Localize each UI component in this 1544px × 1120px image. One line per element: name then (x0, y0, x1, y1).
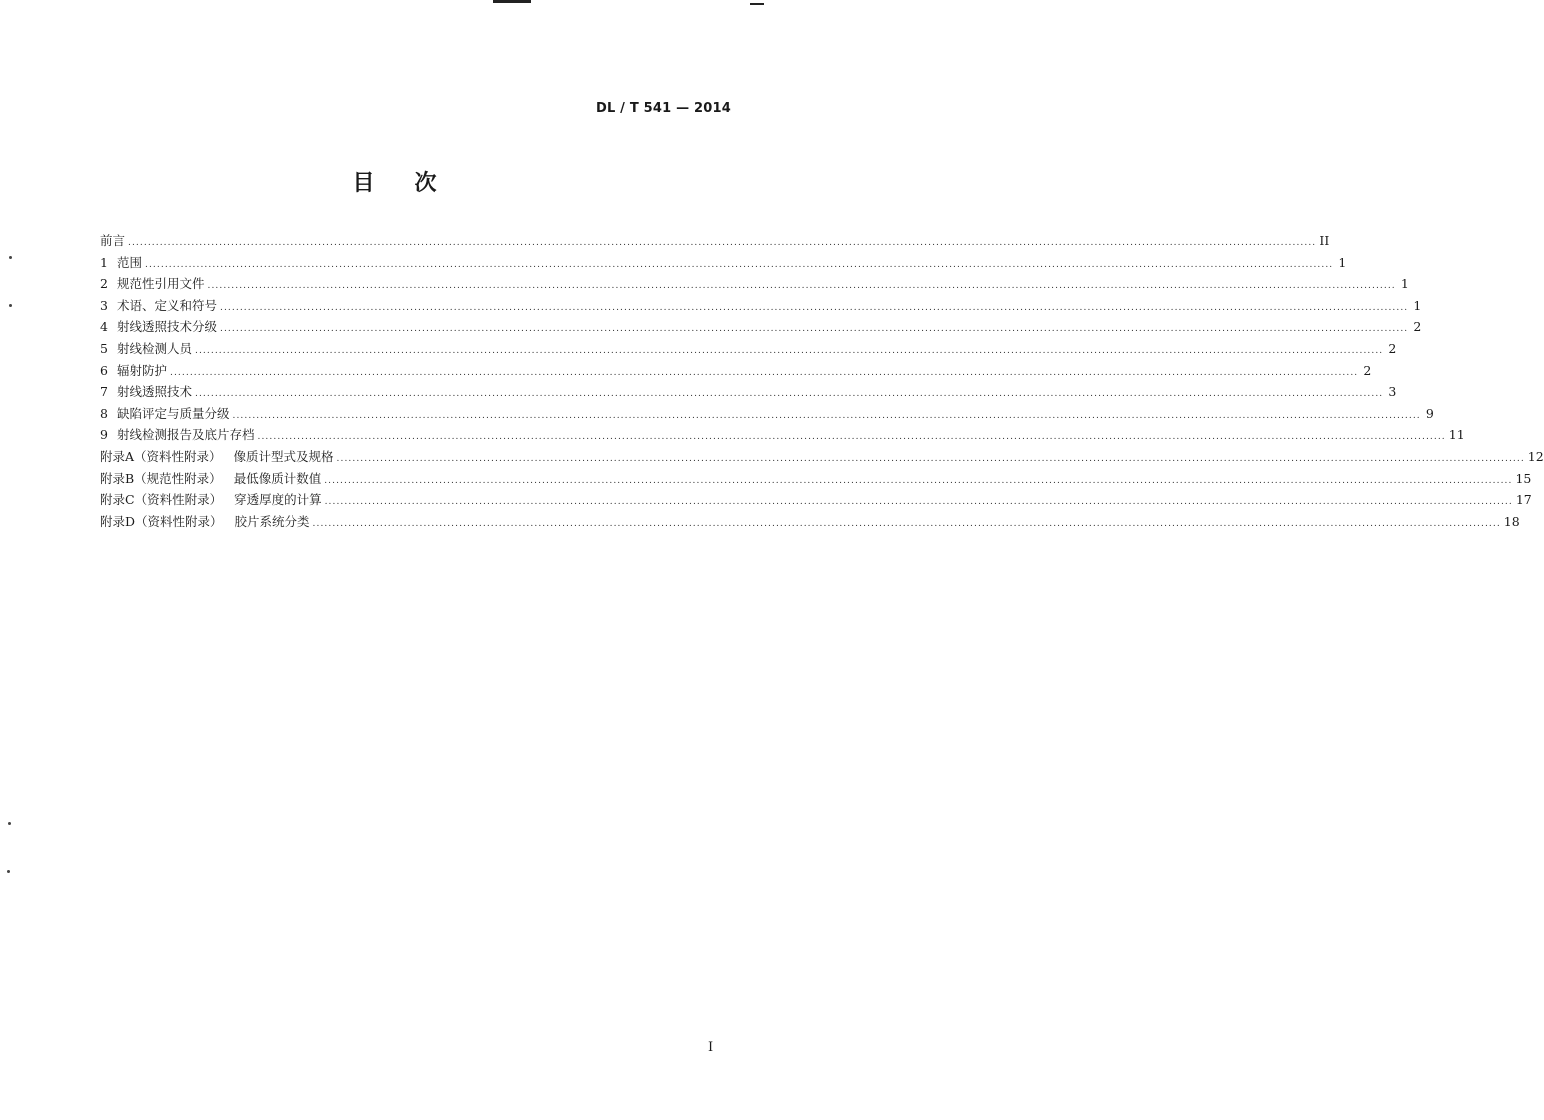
toc-entry[interactable] (100, 446, 1544, 468)
toc-entry-title: 附录C（资料性附录） (100, 492, 223, 508)
toc-entry-title: 术语、定义和符号 (117, 297, 218, 313)
toc-entry[interactable] (100, 403, 1434, 425)
toc-entry-title: 范围 (117, 254, 143, 270)
toc-entry-number: 3 (100, 297, 108, 313)
toc-dot-leader: ............................................................................................................................................................................................................................................................................................................ (324, 475, 1513, 486)
toc-entry-number: 6 (100, 362, 108, 378)
toc-entry-subtitle: 穿透厚度的计算 (234, 492, 322, 508)
toc-entry-page: II (1319, 233, 1330, 248)
toc-entry-title: 规范性引用文件 (117, 276, 205, 292)
toc-entry-title: 射线检测报告及底片存档 (117, 427, 255, 443)
toc-dot-leader: ............................................................................................................................................................................................................................................................................................................ (232, 410, 1421, 421)
table-of-contents (100, 230, 1544, 532)
toc-entry-number: 5 (100, 340, 108, 356)
toc-entry-page: 3 (1388, 384, 1397, 400)
toc-entry-title: 射线检测人员 (117, 340, 193, 356)
document-code: DL / T 541 — 2014 (595, 101, 731, 116)
toc-dot-leader: ............................................................................................................................................................................................................................................................................................................ (170, 367, 1359, 378)
toc-dot-leader: ............................................................................................................................................................................................................................................................................................................ (336, 453, 1525, 464)
toc-entry[interactable] (100, 230, 1330, 252)
toc-entry-number: 4 (100, 319, 108, 335)
title-char-2: 次 (414, 171, 437, 196)
toc-entry[interactable] (100, 338, 1397, 360)
toc-entry-subtitle: 胶片系统分类 (234, 513, 310, 529)
toc-entry[interactable] (100, 511, 1520, 533)
toc-entry[interactable] (100, 252, 1347, 274)
toc-entry-number: 9 (100, 427, 108, 443)
scan-speck (9, 304, 12, 307)
toc-dot-leader: ............................................................................................................................................................................................................................................................................................................ (257, 432, 1446, 443)
toc-entry-page: 2 (1388, 340, 1397, 356)
toc-entry-page: 17 (1515, 492, 1532, 508)
toc-dot-leader: ............................................................................................................................................................................................................................................................................................................ (324, 497, 1513, 508)
toc-entry-title: 辐射防护 (117, 362, 168, 378)
toc-entry-number: 2 (100, 276, 108, 292)
toc-entry-number: 7 (100, 384, 108, 400)
toc-entry[interactable] (100, 468, 1532, 490)
toc-entry-title: 射线透照技术分级 (117, 319, 218, 335)
toc-entry-subtitle: 最低像质计数值 (233, 470, 322, 486)
toc-entry[interactable] (100, 381, 1397, 403)
toc-entry-subtitle: 像质计型式及规格 (233, 448, 334, 464)
toc-entry-page: 2 (1413, 319, 1422, 335)
scan-speck (9, 256, 12, 259)
toc-entry-page: 2 (1363, 362, 1372, 378)
toc-entry-page: 1 (1400, 276, 1409, 292)
toc-entry-page: 1 (1413, 297, 1422, 313)
page-title (0, 166, 789, 197)
toc-entry-title: 附录B（规范性附录） (100, 470, 222, 486)
toc-entry[interactable] (100, 424, 1465, 446)
toc-entry-page: 9 (1425, 405, 1434, 421)
toc-dot-leader: ............................................................................................................................................................................................................................................................................................................ (195, 389, 1384, 400)
page-number: I (708, 1040, 714, 1055)
toc-entry-number: 1 (100, 254, 108, 270)
toc-entry-page: 18 (1503, 513, 1520, 529)
toc-entry-page: 11 (1448, 427, 1465, 443)
toc-entry-page: 15 (1515, 470, 1532, 486)
toc-entry-title: 缺陷评定与质量分级 (117, 405, 230, 421)
toc-entry[interactable] (100, 360, 1372, 382)
toc-dot-leader: ............................................................................................................................................................................................................................................................................................................ (312, 518, 1501, 529)
toc-entry-title: 附录A（资料性附录） (100, 448, 222, 464)
scan-speck (7, 870, 10, 873)
toc-entry-title: 射线透照技术 (117, 384, 193, 400)
toc-dot-leader: ............................................................................................................................................................................................................................................................................................................ (145, 259, 1334, 270)
title-char-1: 目 (352, 171, 375, 196)
toc-entry[interactable] (100, 316, 1422, 338)
toc-entry[interactable] (100, 489, 1532, 511)
toc-dot-leader: ............................................................................................................................................................................................................................................................................................................ (220, 324, 1409, 335)
toc-entry-title: 附录D（资料性附录） (100, 513, 223, 529)
toc-entry-page: 1 (1338, 254, 1347, 270)
toc-dot-leader: ............................................................................................................................................................................................................................................................................................................ (195, 345, 1384, 356)
toc-dot-leader: ............................................................................................................................................................................................................................................................................................................ (207, 281, 1396, 292)
toc-dot-leader: ............................................................................................................................................................................................................................................................................................................ (128, 238, 1317, 248)
toc-entry-page: 12 (1527, 448, 1544, 464)
toc-entry-number: 8 (100, 405, 108, 421)
toc-entry-title: 前言 (100, 233, 126, 248)
scan-speck (8, 822, 11, 825)
toc-entry[interactable] (100, 273, 1409, 295)
toc-dot-leader: ............................................................................................................................................................................................................................................................................................................ (220, 302, 1409, 313)
toc-entry[interactable] (100, 295, 1422, 317)
scan-mark-top (493, 0, 531, 3)
scan-mark-corner (750, 3, 764, 5)
